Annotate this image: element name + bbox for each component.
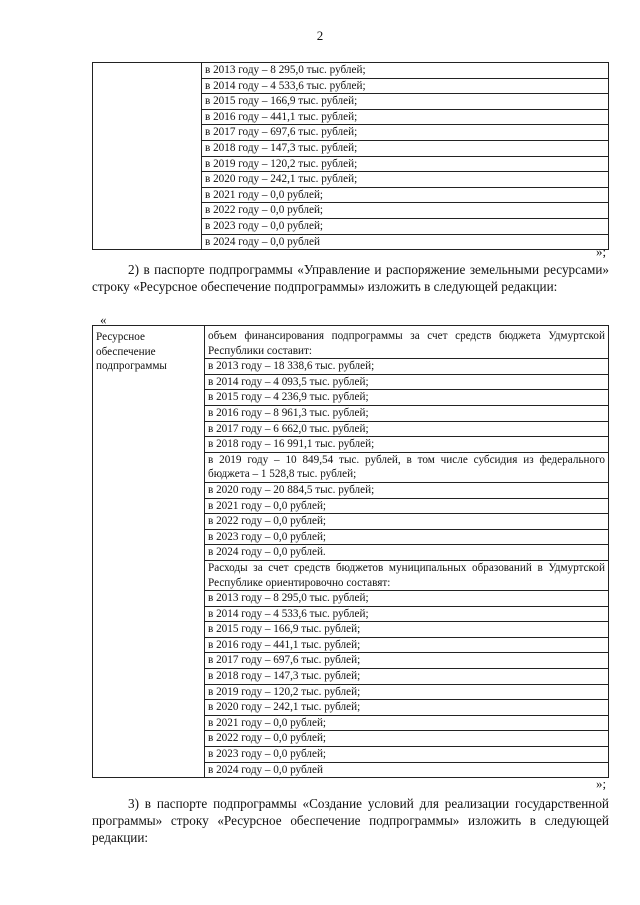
table2-line: в 2023 году – 0,0 рублей; [205, 529, 608, 545]
paragraph-item-2-text: 2) в паспорте подпрограммы «Управление и распоряжение земельными ресурсами» строку «Ресурсное обеспечение подпрограммы» изложить в следующей редакции: [92, 262, 609, 294]
table1-closing-quote: »; [596, 244, 607, 259]
table1-line: в 2022 году – 0,0 рублей; [202, 202, 608, 218]
table2-line: в 2021 году – 0,0 рублей; [205, 498, 608, 514]
table1-line: в 2023 году – 0,0 рублей; [202, 218, 608, 234]
table2-line: Расходы за счет средств бюджетов муниципальных образований в Удмуртской Республике ориентировочно составят: [205, 560, 608, 590]
table2-left-label: Ресурсное обеспечение подпрограммы [93, 326, 205, 778]
table1-line: в 2018 году – 147,3 тыс. рублей; [202, 140, 608, 156]
table1-line: в 2021 году – 0,0 рублей; [202, 187, 608, 203]
table2-line: в 2020 году – 20 884,5 тыс. рублей; [205, 482, 608, 498]
table2-line: в 2024 году – 0,0 рублей [205, 762, 608, 778]
table2-line: в 2022 году – 0,0 рублей; [205, 513, 608, 529]
paragraph-item-3 [92, 795, 609, 846]
table1-line: в 2014 году – 4 533,6 тыс. рублей; [202, 78, 608, 94]
table2-line: в 2020 году – 242,1 тыс. рублей; [205, 699, 608, 715]
table1-line: в 2020 году – 242,1 тыс. рублей; [202, 171, 608, 187]
table2-line: в 2016 году – 8 961,3 тыс. рублей; [205, 405, 608, 421]
table2-opening-quote: « [100, 312, 107, 327]
table1-left-cell [93, 63, 202, 250]
table2-right-cell [205, 326, 609, 778]
table1-right-cell [202, 63, 609, 250]
table2-line: в 2021 году – 0,0 рублей; [205, 715, 608, 731]
table2-line: в 2022 году – 0,0 рублей; [205, 730, 608, 746]
table2-line: в 2018 году – 147,3 тыс. рублей; [205, 668, 608, 684]
table1-line: в 2017 году – 697,6 тыс. рублей; [202, 124, 608, 140]
paragraph-item-2 [92, 261, 609, 295]
table2-line: в 2023 году – 0,0 рублей; [205, 746, 608, 762]
table2-line: в 2015 году – 4 236,9 тыс. рублей; [205, 389, 608, 405]
table2-closing-quote: »; [596, 776, 607, 791]
table2-line: в 2013 году – 8 295,0 тыс. рублей; [205, 590, 608, 606]
resource-support-table [92, 325, 609, 778]
table2-line: в 2014 году – 4 093,5 тыс. рублей; [205, 374, 608, 390]
table1-line: в 2013 году – 8 295,0 тыс. рублей; [205, 64, 366, 76]
table1-line: в 2016 году – 441,1 тыс. рублей; [202, 109, 608, 125]
table2-line: в 2014 году – 4 533,6 тыс. рублей; [205, 606, 608, 622]
table2-line: в 2019 году – 120,2 тыс. рублей; [205, 684, 608, 700]
table2-line: объем финансирования подпрограммы за счет средств бюджета Удмуртской Республики составит: [208, 330, 605, 357]
table1-line: в 2015 году – 166,9 тыс. рублей; [202, 93, 608, 109]
table1-line: в 2019 году – 120,2 тыс. рублей; [202, 156, 608, 172]
table2-line: в 2019 году – 10 849,54 тыс. рублей, в том числе субсидия из федерального бюджета – 1 528,8 тыс. рублей; [205, 452, 608, 482]
paragraph-item-3-text: 3) в паспорте подпрограммы «Создание условий для реализации государственной программы» строку «Ресурсное обеспечение подпрограммы» изложить в следующей редакции: [92, 796, 609, 845]
funding-table-continued [92, 62, 609, 250]
table2-line: в 2017 году – 6 662,0 тыс. рублей; [205, 421, 608, 437]
table2-line: в 2017 году – 697,6 тыс. рублей; [205, 652, 608, 668]
table2-line: в 2016 году – 441,1 тыс. рублей; [205, 637, 608, 653]
table1-line: в 2024 году – 0,0 рублей [202, 234, 608, 250]
page-number: 2 [316, 28, 324, 43]
table2-line: в 2024 году – 0,0 рублей. [205, 544, 608, 560]
table2-line: в 2013 году – 18 338,6 тыс. рублей; [205, 358, 608, 374]
table2-line: в 2018 году – 16 991,1 тыс. рублей; [205, 436, 608, 452]
table2-line: в 2015 году – 166,9 тыс. рублей; [205, 621, 608, 637]
